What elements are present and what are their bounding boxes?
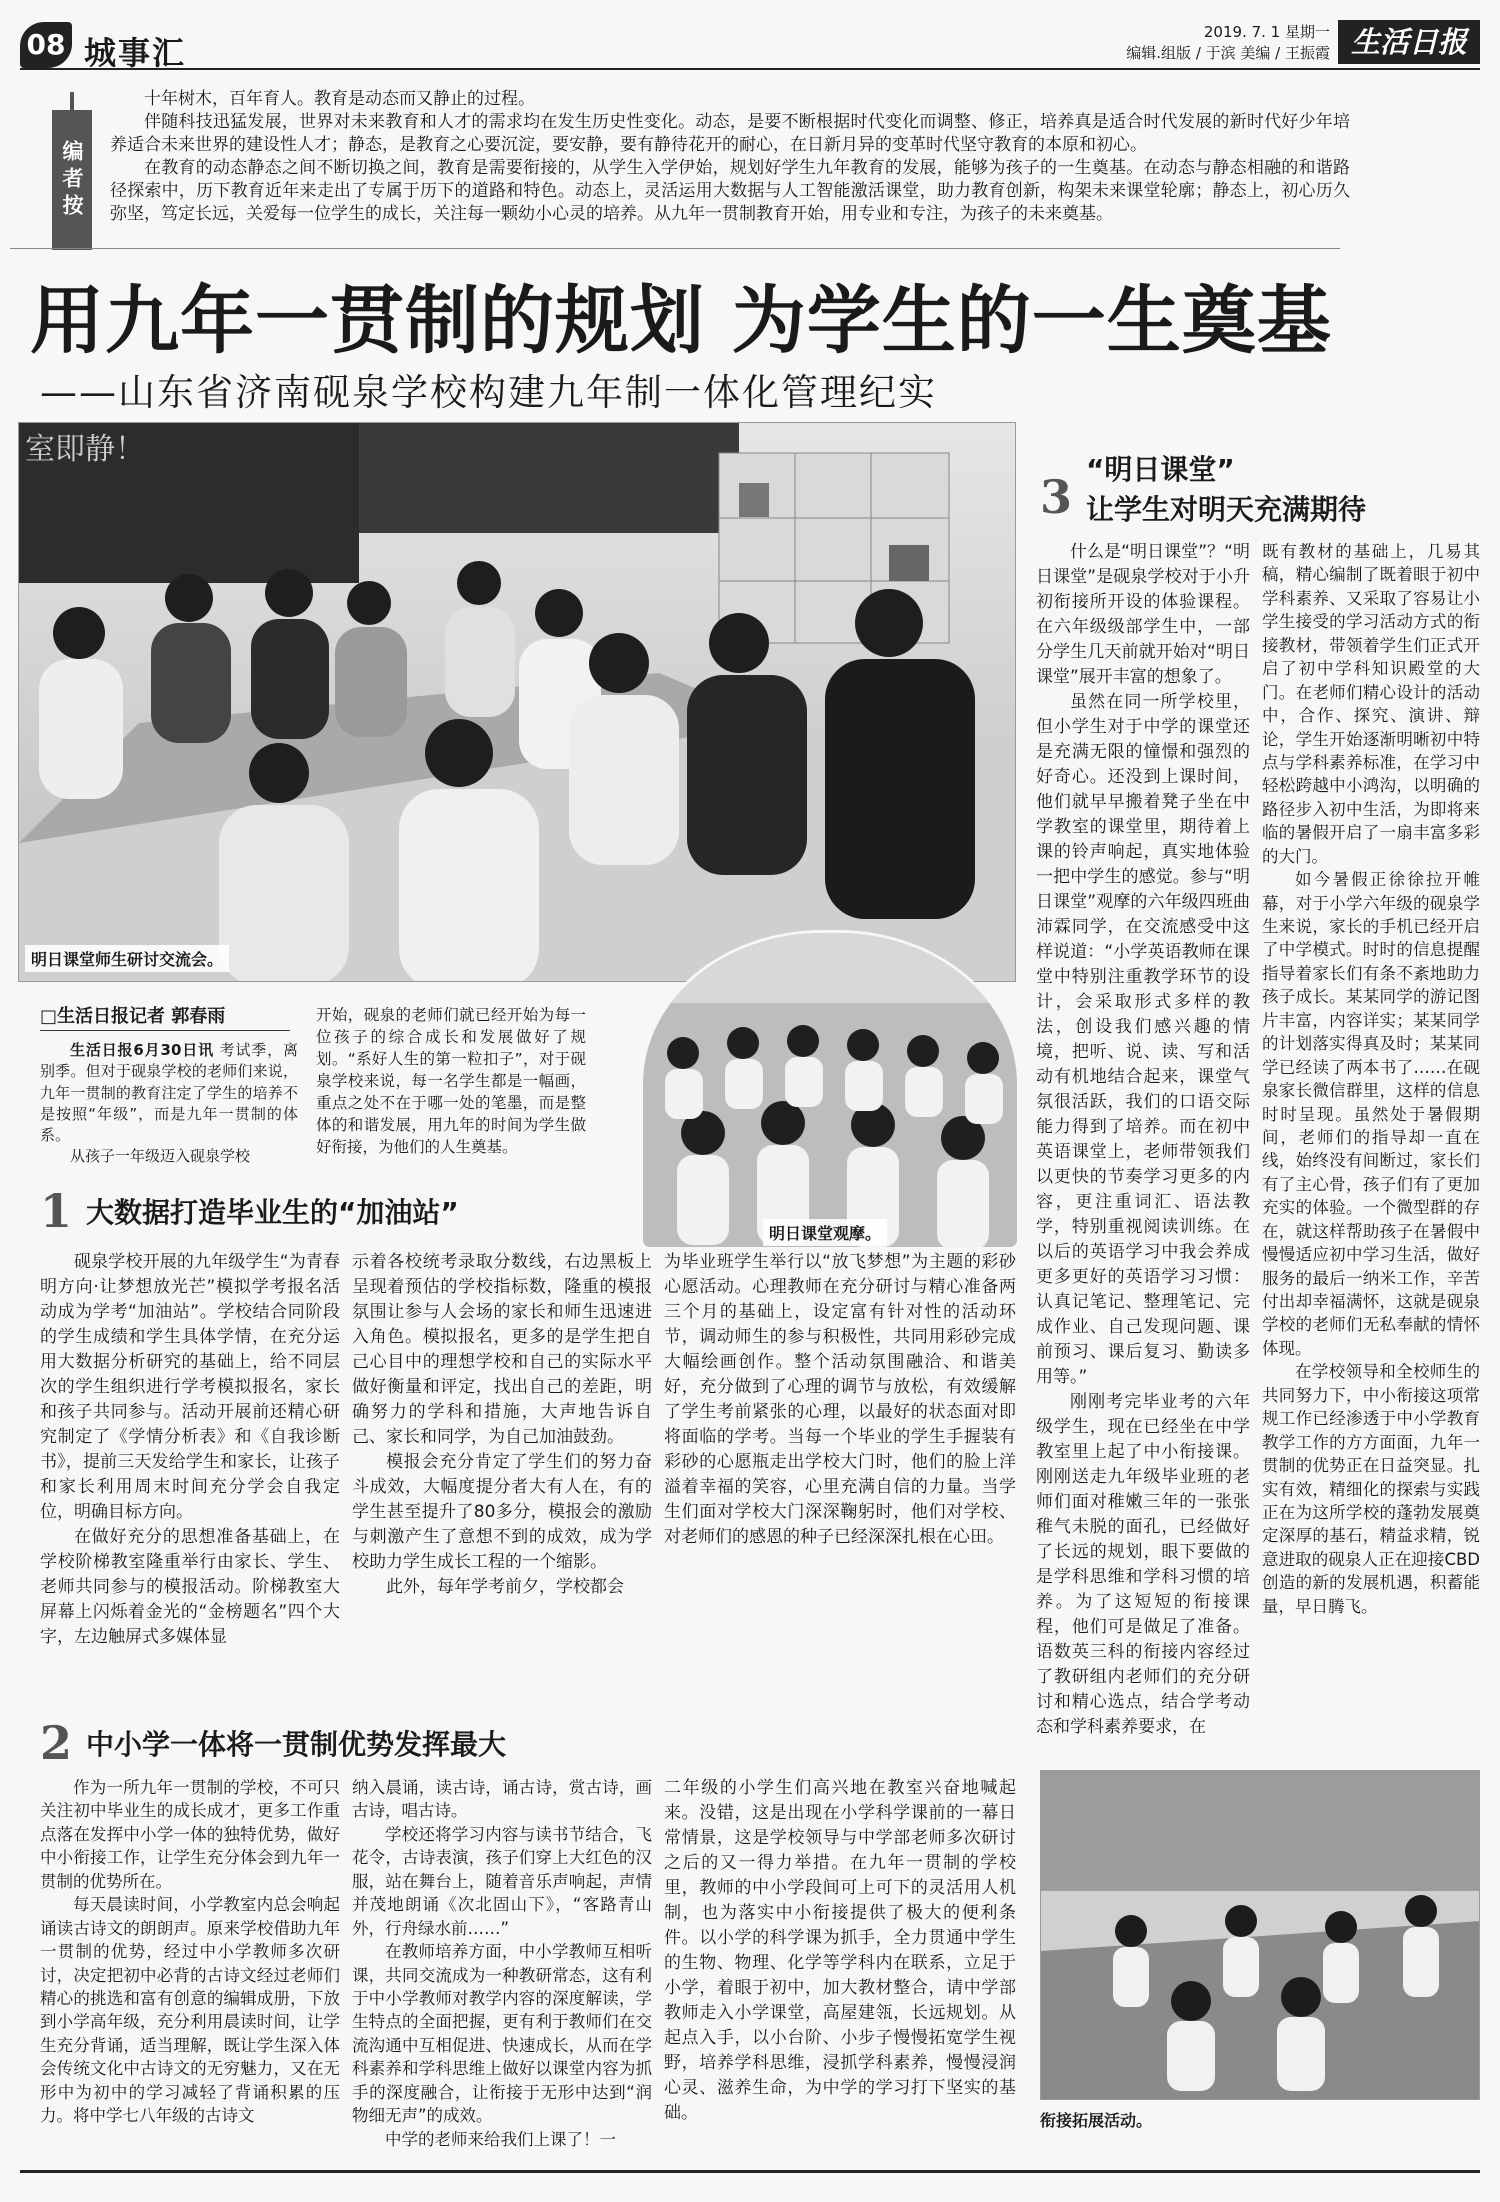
body-paragraph: 在教师培养方面，中小学教师互相听课，共同交流成为一种教研常态，这有利于中小学教师对教学内容的深度解读，学生特点的全面把握，更有利于教师们在交流沟通中互相促进、快速成长，从而在学科素养和学科思维上做好以课堂内容为抓手的深度融合，让衔接于无形中达到“润物细无声”的成效。 bbox=[352, 1942, 652, 2126]
section-3-column-1 bbox=[1036, 540, 1250, 1740]
bottom-photo bbox=[1040, 1770, 1480, 2100]
editor-note-paragraph: 伴随科技迅猛发展，世界对未来教育和人才的需求均在发生历史性变化。动态，是要不断根据时代变化而调整、修正，培养真是适合时代发展的新时代好少年培养适合未来世界的建设性人才；静态，是教育之心要沉淀，要安静，要有静待花开的耐心，在日新月异的变革时代坚守教育的本原和初心。 bbox=[110, 112, 1350, 155]
body-paragraph: 砚泉学校开展的九年级学生“为青春明方向·让梦想放光芒”模拟学考报名活动成为学考“加油站”。学校结合同阶段的学生成绩和学生具体学情，在充分运用大数据分析研究的基础上，给不同层次的学生组织进行学考模拟报名，家长和孩子共同参与。活动开展前还精心研究制定了《学情分析表》和《自我诊断书》，提前三天发给学生和家长，让孩子和家长利用周末时间充分学会自我定位，明确目标方向。 bbox=[40, 1252, 340, 1522]
editor-note-tag: 编者按 bbox=[52, 110, 92, 250]
editor-note-paragraph: 十年树木，百年育人。教育是动态而又静止的过程。 bbox=[144, 89, 535, 109]
editor-note bbox=[60, 88, 1350, 226]
section-2-heading bbox=[40, 1716, 506, 1770]
section-number: 2 bbox=[40, 1716, 73, 1770]
divider bbox=[10, 248, 1340, 249]
body-paragraph: 作为一所九年一贯制的学校，不可只关注初中毕业生的成长成才，更多工作重点落在发挥中小学一体的独特优势，做好中小衔接工作，让学生充分体会到九年一贯制的优势所在。 bbox=[40, 1778, 340, 1891]
lead-column bbox=[316, 1004, 586, 1158]
photo-caption: 明日课堂观摩。 bbox=[763, 1219, 887, 1246]
editor-note-paragraph: 在教育的动态静态之间不断切换之间，教育是需要衔接的，从学生入学伊始，规划好学生九年教育的发展，能够为孩子的一生奠基。在动态与静态相融的和谐路径探索中，历下教育近年来走出了专属于历下的道路和特色。动态上，灵活运用大数据与人工智能激活课堂，助力教育创新，构架未来课堂轮廓；静态上，初心历久弥坚，笃定长远，关爱每一位学生的成长，关注每一颗幼小心灵的培养。从九年一贯制教育开始，用专业和专注，为孩子的未来奠基。 bbox=[110, 158, 1350, 224]
section-number: 1 bbox=[40, 1184, 73, 1238]
body-paragraph: 中学的老师来给我们上课了！一 bbox=[385, 2129, 616, 2149]
section-1-column-3 bbox=[664, 1250, 1016, 1550]
body-paragraph: 此外，每年学考前夕，学校都会 bbox=[386, 1577, 624, 1597]
section-title: 中小学一体将一贯制优势发挥最大 bbox=[86, 1728, 507, 1761]
section-title: 大数据打造毕业生的“加油站” bbox=[86, 1196, 459, 1229]
section-number: 3 bbox=[1040, 470, 1073, 524]
circle-photo bbox=[640, 930, 1020, 1250]
body-paragraph: 刚刚考完毕业考的六年级学生，现在已经坐在中学教室里上起了中小衔接课。刚刚送走九年级毕业班的老师们面对稚嫩三年的一张张稚气未脱的面孔，已经做好了长远的规划，眼下要做的是学科思维和学科习惯的培养。为了这短短的衔接课程，他们可是做足了准备。语数英三科的衔接内容经过了教研组内老师们的充分研讨和精心选点，结合学考动态和学科素养要求，在 bbox=[1036, 1392, 1250, 1737]
section-1-heading bbox=[40, 1184, 459, 1238]
divider bbox=[40, 1030, 290, 1031]
section-title: “明日课堂” bbox=[1086, 453, 1235, 486]
headline: 用九年一贯制的规划 为学生的一生奠基 bbox=[30, 278, 1332, 364]
body-paragraph: 虽然在同一所学校里，但小学生对于中学的课堂还是充满无限的憧憬和强烈的好奇心。还没到上课时间，他们就早早搬着凳子坐在中学教室的课堂里，期待着上课的铃声响起，真实地体验一把中学生的感觉。参与“明日课堂”观摩的六年级四班曲沛霖同学，在交流感受中这样说道：“小学英语教师在课堂中特别注重教学环节的设计，会采取形式多样的教法，创设我们感兴趣的情境，把听、说、读、写和活动有机地结合起来，课堂气氛很活跃，我们的口语交际能力得到了培养。而在初中英语课堂上，老师带领我们以更快的节奏学习更多的内容，更注重词汇、语法教学，特别重视阅读训练。在以后的英语学习中我会养成更多更好的英语学习习惯：认真记笔记、整理笔记、完成作业、自己发现问题、课前预习、课后复习、勤读多用等。” bbox=[1036, 692, 1250, 1387]
body-paragraph: 模报会充分肯定了学生们的努力奋斗成效，大幅度提分者大有人在，有的学生甚至提升了80多分，模报会的激励与刺激产生了意想不到的成效，成为学校助力学生成长工程的一个缩影。 bbox=[352, 1452, 652, 1572]
main-photo bbox=[18, 422, 1016, 982]
body-paragraph: 在做好充分的思想准备基础上，在学校阶梯教室隆重举行由家长、学生、老师共同参与的模报活动。阶梯教室大屏幕上闪烁着金光的“金榜题名”四个大字，左边触屏式多媒体显 bbox=[40, 1527, 340, 1647]
issue-meta bbox=[1126, 22, 1330, 64]
section-2-column-2 bbox=[352, 1776, 652, 2151]
section-name: 城事汇 bbox=[84, 34, 187, 72]
body-paragraph: 纳入晨诵，读古诗，诵古诗，赏古诗，画古诗，唱古诗。 bbox=[352, 1778, 652, 1821]
page-number: 08 bbox=[20, 22, 72, 68]
section-2-column-3 bbox=[664, 1776, 1016, 2126]
lead-paragraph: 从孩子一年级迈入砚泉学校 bbox=[70, 1147, 251, 1166]
subheadline: ——山东省济南砚泉学校构建九年制一体化管理纪实 bbox=[40, 371, 937, 414]
photo-caption: 明日课堂师生研讨交流会。 bbox=[25, 945, 229, 972]
body-paragraph: 如今暑假正徐徐拉开帷幕，对于小学六年级的砚泉学生来说，家长的手机已经开启了中学模式。时时的信息提醒指导着家长们有条不紊地助力孩子成长。某某同学的游记图片丰富，内容详实；某某同学的计划落实得真及时；某某同学已经读了两本书了……在砚泉家长微信群里，这样的信息时时呈现。虽然处于暑假期间，老师们的指导却一直在线，始终没有间断过，家长们有了主心骨，孩子们有了更加充实的体验。一个微型群的存在，就这样帮助孩子在暑假中慢慢适应初中学习生活，做好服务的最后一纳米工作，辛苦付出却幸福满怀，这就是砚泉学校的老师们无私奉献的情怀体现。 bbox=[1262, 870, 1480, 1358]
body-paragraph: 二年级的小学生们高兴地在教室兴奋地喊起来。没错，这是出现在小学科学课前的一幕日常情景，这是学校领导与中学部老师多次研讨之后的又一得力举措。在九年一贯制的学校里，教师的中小学段间可上可下的灵活用人机制，也为落实中小衔接提供了极大的便利条件。以小学的科学课为抓手，全力贯通中学生的生物、物理、化学等学科内在联系，立足于小学，着眼于初中，加大教材整合，请中学部教师走入小学课堂，高屋建瓴，长远规划。从起点入手，以小台阶、小步子慢慢拓宽学生视野，培养学科思维，浸抓学科素养，慢慢浸润心灵、滋养生命，为中学的学习打下坚实的基础。 bbox=[664, 1778, 1016, 2123]
section-3-column-2 bbox=[1262, 540, 1480, 1618]
lead-text: 考试季，离别季。但对于砚泉学校的老师们来说，九年一贯制的教育注定了学生的培养不是按照“年级”，而是九年一贯制的体系。 bbox=[40, 1041, 298, 1145]
section-subtitle: 让学生对明天充满期待 bbox=[1086, 493, 1367, 526]
blackboard-text: 室即静！ bbox=[25, 432, 145, 467]
body-paragraph: 每天晨读时间，小学教室内总会响起诵读古诗文的朗朗声。原来学校借助九年一贯制的优势，经过中小学教师多次研讨，决定把初中必背的古诗文经过老师们精心的挑选和富有创意的编辑成册，下放到小学高年级，充分利用晨读时间，让学生充分背诵，适当理解，既让学生深入体会传统文化中古诗文的无穷魅力，又在无形中为初中的学习减轻了背诵积累的压力。将中学七八年级的古诗文 bbox=[40, 1895, 340, 2126]
photo-caption: 衔接拓展活动。 bbox=[1040, 2111, 1153, 2130]
dateline: 生活日报6月30日讯 bbox=[70, 1041, 214, 1059]
date-line: 2019. 7. 1 星期一 bbox=[1203, 23, 1330, 41]
lead-column bbox=[40, 1040, 298, 1168]
section-1-column-1 bbox=[40, 1250, 340, 1650]
section-1-column-2 bbox=[352, 1250, 652, 1600]
lead-paragraph bbox=[40, 1040, 298, 1146]
body-paragraph: 示着各校统考录取分数线，右边黑板上呈现着预估的学校指标数，隆重的模报氛围让参与人会场的家长和师生迅速进入角色。模拟报名，更多的是学生把自己心目中的理想学校和自己的实际水平做好衡量和评定，找出自己的差距，明确努力的学科和措施，大声地告诉自己、家长和同学，为自己加油鼓劲。 bbox=[352, 1252, 652, 1447]
body-paragraph: 学校还将学习内容与读书节结合，飞花令，古诗表演，孩子们穿上大红色的汉服，站在舞台上，随着音乐声响起，声情并茂地朗诵《次北固山下》，“客路青山外，行舟绿水前……” bbox=[352, 1824, 652, 1938]
section-2-column-1 bbox=[40, 1776, 340, 2128]
body-paragraph: 在学校领导和全校师生的共同努力下，中小衔接这项常规工作已经渗透于中小学教育教学工作的方方面面，九年一贯制的优势正在日益突显。扎实有效，精细化的探索与实践正在为这所学校的蓬勃发展奠定深厚的基石，精益求精，锐意进取的砚泉人正在迎接CBD创造的新的发展机遇，积蓄能量，早日腾飞。 bbox=[1262, 1362, 1480, 1616]
body-paragraph: 什么是“明日课堂”？“明日课堂”是砚泉学校对于小升初衔接所开设的体验课程。在六年级级部学生中，一部分学生几天前就开始对“明日课堂”展开丰富的想象了。 bbox=[1036, 542, 1250, 687]
editors-line: 编辑.组版 / 于滨 美编 / 王振霞 bbox=[1126, 44, 1330, 62]
lead-paragraph: 开始，砚泉的老师们就已经开始为每一位孩子的综合成长和发展做好了规划。“系好人生的第一粒扣子”，对于砚泉学校来说，每一名学生都是一幅画，重点之处不在于哪一处的笔墨，而是整体的和谐发展，用九年的时间为学生做好衔接，为他们的人生奠基。 bbox=[316, 1006, 586, 1157]
byline: □生活日报记者 郭春雨 bbox=[40, 1006, 226, 1027]
body-paragraph: 为毕业班学生举行以“放飞梦想”为主题的彩砂心愿活动。心理教师在充分研讨与精心准备两三个月的基础上，设定富有针对性的活动环节，调动师生的参与积极性，共同用彩砂完成大幅绘画创作。整个活动氛围融洽、和谐美好，充分做到了心理的调节与放松，有效缓解了学生考前紧张的心理，以最好的状态面对即将面临的学考。当每一个毕业的学生手握装有彩砂的心愿瓶走出学校大门时，他们的脸上洋溢着幸福的笑容，心里充满自信的力量。当学生们面对学校大门深深鞠躬时，他们对学校、对老师们的感恩的种子已经深深扎根在心田。 bbox=[664, 1252, 1016, 1547]
newspaper-logo: 生活日报 bbox=[1338, 20, 1480, 64]
footer-rule bbox=[20, 2170, 1480, 2173]
masthead bbox=[20, 18, 1480, 70]
body-paragraph: 既有教材的基础上，几易其稿，精心编制了既着眼于初中学科素养、又采取了容易让小学生接受的学习活动方式的衔接教材，带领着学生们正式开启了初中学科知识殿堂的大门。在老师们精心设计的活动中，合作、探究、演讲、辩论，学生开始逐渐明晰初中特点与学科素养标准，在学习中轻松跨越中小鸿沟，以明确的路径步入初中生活，为即将来临的暑假开启了一扇丰富多彩的大门。 bbox=[1262, 542, 1480, 866]
